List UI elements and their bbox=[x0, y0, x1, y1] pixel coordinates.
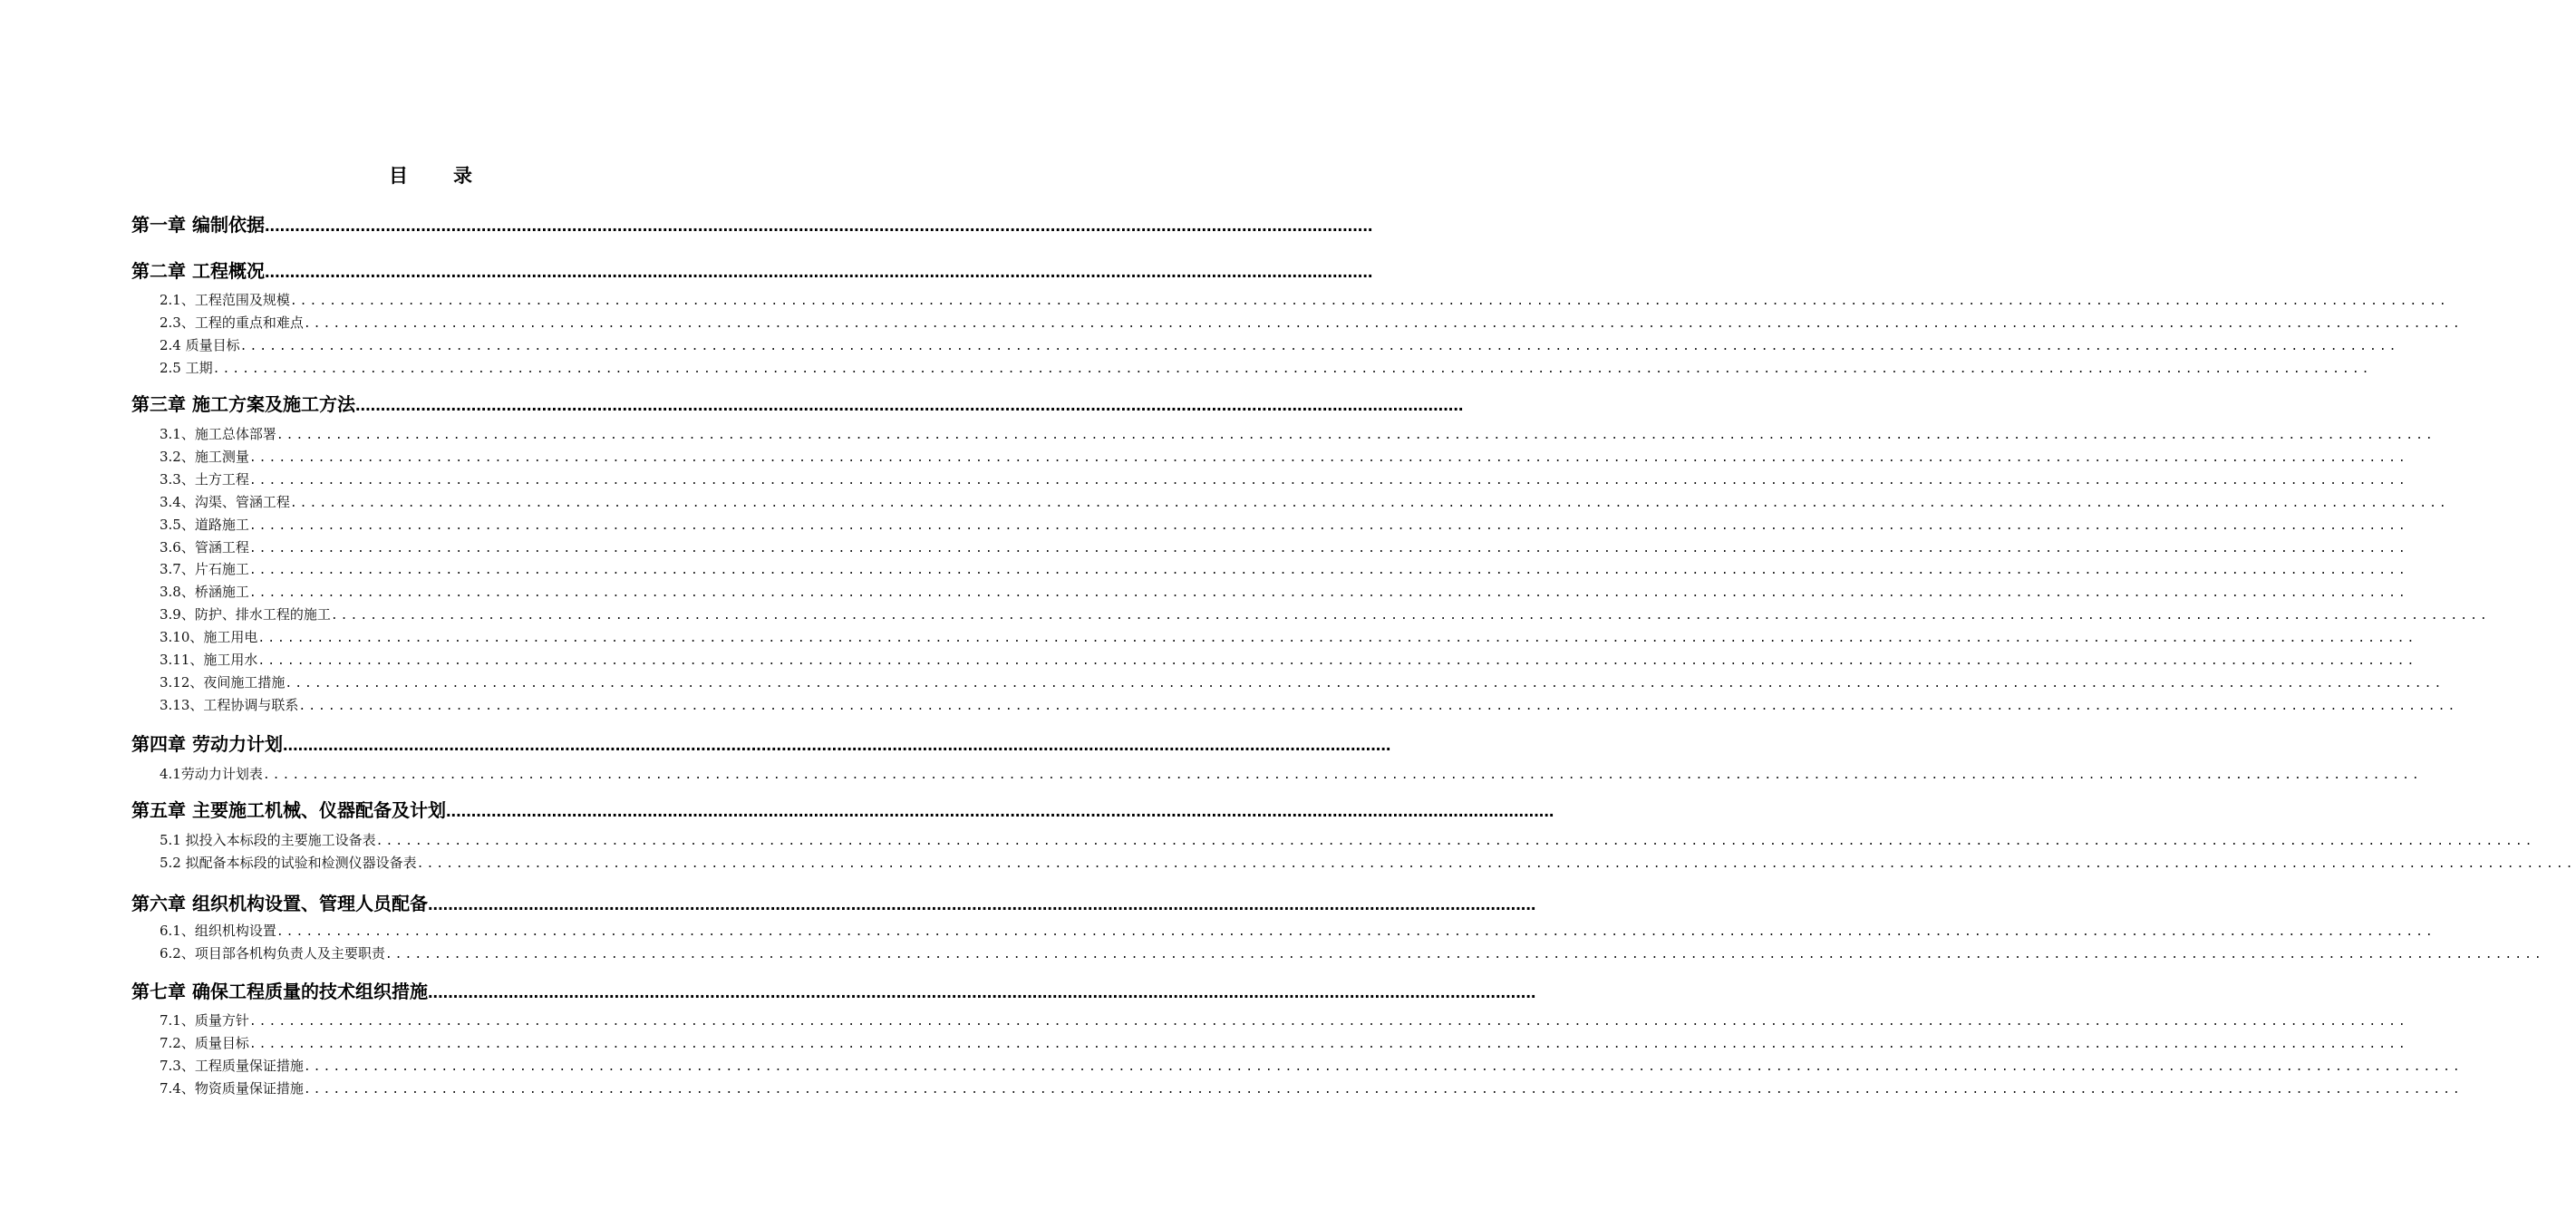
dot-leader: ............................................................................................................................................................................................................................ bbox=[384, 948, 2544, 962]
dot-leader: ............................................................................................................................................................................................................................ bbox=[282, 735, 1391, 755]
section-label: 3.5、道路施工 bbox=[160, 517, 249, 533]
title-char-left: 目 bbox=[389, 164, 408, 187]
dot-leader: ............................................................................................................................................................................................................................ bbox=[257, 654, 2417, 668]
dot-leader: ............................................................................................................................................................................................................................ bbox=[248, 451, 2408, 465]
toc-section-entry[interactable] bbox=[160, 358, 2372, 378]
section-label: 3.13、工程协调与联系 bbox=[160, 697, 299, 713]
section-label: 3.2、施工测量 bbox=[160, 449, 249, 465]
dot-leader: ............................................................................................................................................................................................................................ bbox=[354, 395, 1464, 415]
toc-chapter-entry[interactable] bbox=[131, 730, 1391, 757]
toc-section-entry[interactable] bbox=[160, 830, 2535, 850]
toc-chapter-entry[interactable] bbox=[131, 796, 1554, 823]
dot-leader: ............................................................................................................................................................................................................................ bbox=[427, 894, 1536, 914]
section-label: 3.11、施工用水 bbox=[160, 652, 258, 668]
dot-leader: ............................................................................................................................................................................................................................ bbox=[248, 519, 2408, 533]
dot-leader: ............................................................................................................................................................................................................................ bbox=[289, 497, 2449, 510]
chapter-label: 第二章 工程概况 bbox=[131, 260, 265, 282]
toc-chapter-entry[interactable] bbox=[131, 210, 1373, 237]
dot-leader: ............................................................................................................................................................................................................................ bbox=[248, 1038, 2408, 1051]
section-label: 3.8、桥涵施工 bbox=[160, 584, 249, 600]
toc-section-entry[interactable] bbox=[160, 335, 2399, 355]
dot-leader: ............................................................................................................................................................................................................................ bbox=[303, 317, 2463, 331]
toc-section-entry[interactable] bbox=[160, 515, 2408, 535]
section-label: 2.4 质量目标 bbox=[160, 337, 240, 353]
section-label: 7.4、物资质量保证措施 bbox=[160, 1080, 304, 1097]
chapter-label: 第一章 编制依据 bbox=[131, 214, 265, 236]
toc-section-entry[interactable] bbox=[160, 469, 2408, 489]
toc-section-entry[interactable] bbox=[160, 672, 2445, 692]
dot-leader: ............................................................................................................................................................................................................................ bbox=[248, 1015, 2408, 1029]
dot-leader: ............................................................................................................................................................................................................................ bbox=[427, 982, 1536, 1002]
dot-leader: ............................................................................................................................................................................................................................ bbox=[289, 295, 2449, 308]
chapter-label: 第三章 施工方案及施工方法 bbox=[131, 393, 355, 415]
chapter-label: 第七章 确保工程质量的技术组织措施 bbox=[131, 981, 428, 1002]
dot-leader: ............................................................................................................................................................................................................................ bbox=[248, 586, 2408, 600]
dot-leader: ............................................................................................................................................................................................................................ bbox=[264, 216, 1373, 236]
section-label: 5.2 拟配备本标段的试验和检测仪器设备表 bbox=[160, 855, 417, 871]
dot-leader: ............................................................................................................................................................................................................................ bbox=[330, 609, 2490, 623]
dot-leader: ............................................................................................................................................................................................................................ bbox=[262, 768, 2422, 782]
section-label: 3.12、夜间施工措施 bbox=[160, 674, 286, 691]
dot-leader: ............................................................................................................................................................................................................................ bbox=[212, 362, 2372, 376]
dot-leader: ............................................................................................................................................................................................................................ bbox=[276, 925, 2436, 939]
toc-section-entry[interactable] bbox=[160, 764, 2422, 784]
dot-leader: ............................................................................................................................................................................................................................ bbox=[264, 262, 1373, 282]
dot-leader: ............................................................................................................................................................................................................................ bbox=[276, 429, 2436, 442]
toc-section-entry[interactable] bbox=[160, 1010, 2408, 1030]
dot-leader: ............................................................................................................................................................................................................................ bbox=[303, 1083, 2463, 1097]
section-label: 7.2、质量目标 bbox=[160, 1035, 249, 1051]
toc-section-entry[interactable] bbox=[160, 447, 2408, 467]
section-label: 6.1、组织机构设置 bbox=[160, 923, 276, 939]
chapter-label: 第五章 主要施工机械、仪器配备及计划 bbox=[131, 799, 446, 821]
section-label: 7.1、质量方针 bbox=[160, 1012, 249, 1029]
section-label: 3.9、防护、排水工程的施工 bbox=[160, 606, 331, 623]
toc-section-entry[interactable] bbox=[160, 1056, 2463, 1076]
dot-leader: ............................................................................................................................................................................................................................ bbox=[298, 700, 2458, 713]
toc-section-entry[interactable] bbox=[160, 627, 2417, 647]
toc-section-entry[interactable] bbox=[160, 1078, 2463, 1098]
dot-leader: ............................................................................................................................................................................................................................ bbox=[416, 857, 2576, 871]
section-label: 3.10、施工用电 bbox=[160, 629, 258, 645]
dot-leader: ............................................................................................................................................................................................................................ bbox=[285, 677, 2445, 691]
section-label: 2.3、工程的重点和难点 bbox=[160, 314, 304, 331]
section-label: 2.1、工程范围及规模 bbox=[160, 292, 290, 308]
dot-leader: ............................................................................................................................................................................................................................ bbox=[248, 474, 2408, 488]
dot-leader: ............................................................................................................................................................................................................................ bbox=[375, 835, 2535, 848]
section-label: 5.1 拟投入本标段的主要施工设备表 bbox=[160, 832, 376, 848]
toc-section-entry[interactable] bbox=[160, 582, 2408, 602]
dot-leader: ............................................................................................................................................................................................................................ bbox=[248, 542, 2408, 556]
toc-section-entry[interactable] bbox=[160, 290, 2449, 310]
toc-section-entry[interactable] bbox=[160, 695, 2458, 715]
section-label: 4.1劳动力计划表 bbox=[160, 766, 263, 782]
chapter-label: 第四章 劳动力计划 bbox=[131, 733, 283, 755]
toc-chapter-entry[interactable] bbox=[131, 889, 1536, 916]
toc-section-entry[interactable] bbox=[160, 537, 2408, 557]
toc-section-entry[interactable] bbox=[160, 604, 2490, 624]
toc-chapter-entry[interactable] bbox=[131, 977, 1536, 1004]
section-label: 7.3、工程质量保证措施 bbox=[160, 1058, 304, 1074]
dot-leader: ............................................................................................................................................................................................................................ bbox=[257, 632, 2417, 645]
toc-section-entry[interactable] bbox=[160, 492, 2449, 512]
toc-section-entry[interactable] bbox=[160, 424, 2436, 444]
section-label: 3.1、施工总体部署 bbox=[160, 426, 276, 442]
dot-leader: ............................................................................................................................................................................................................................ bbox=[303, 1060, 2463, 1074]
toc-section-entry[interactable] bbox=[160, 1033, 2408, 1053]
section-label: 3.7、片石施工 bbox=[160, 561, 249, 577]
toc-section-entry[interactable] bbox=[160, 559, 2408, 579]
dot-leader: ............................................................................................................................................................................................................................ bbox=[239, 340, 2399, 353]
section-label: 6.2、项目部各机构负责人及主要职责 bbox=[160, 945, 385, 962]
dot-leader: ............................................................................................................................................................................................................................ bbox=[445, 801, 1554, 821]
toc-section-entry[interactable] bbox=[160, 313, 2463, 333]
toc-section-entry[interactable] bbox=[160, 853, 2576, 873]
toc-section-entry[interactable] bbox=[160, 943, 2544, 963]
toc-section-entry[interactable] bbox=[160, 650, 2417, 670]
toc-chapter-entry[interactable] bbox=[131, 390, 1464, 417]
section-label: 3.4、沟渠、管涵工程 bbox=[160, 494, 290, 510]
chapter-label: 第六章 组织机构设置、管理人员配备 bbox=[131, 893, 428, 914]
toc-chapter-entry[interactable] bbox=[131, 256, 1373, 284]
dot-leader: ............................................................................................................................................................................................................................ bbox=[248, 564, 2408, 577]
section-label: 2.5 工期 bbox=[160, 360, 213, 376]
title-char-right: 录 bbox=[453, 164, 472, 187]
section-label: 3.3、土方工程 bbox=[160, 471, 249, 488]
section-label: 3.6、管涵工程 bbox=[160, 539, 249, 556]
toc-section-entry[interactable] bbox=[160, 921, 2436, 941]
